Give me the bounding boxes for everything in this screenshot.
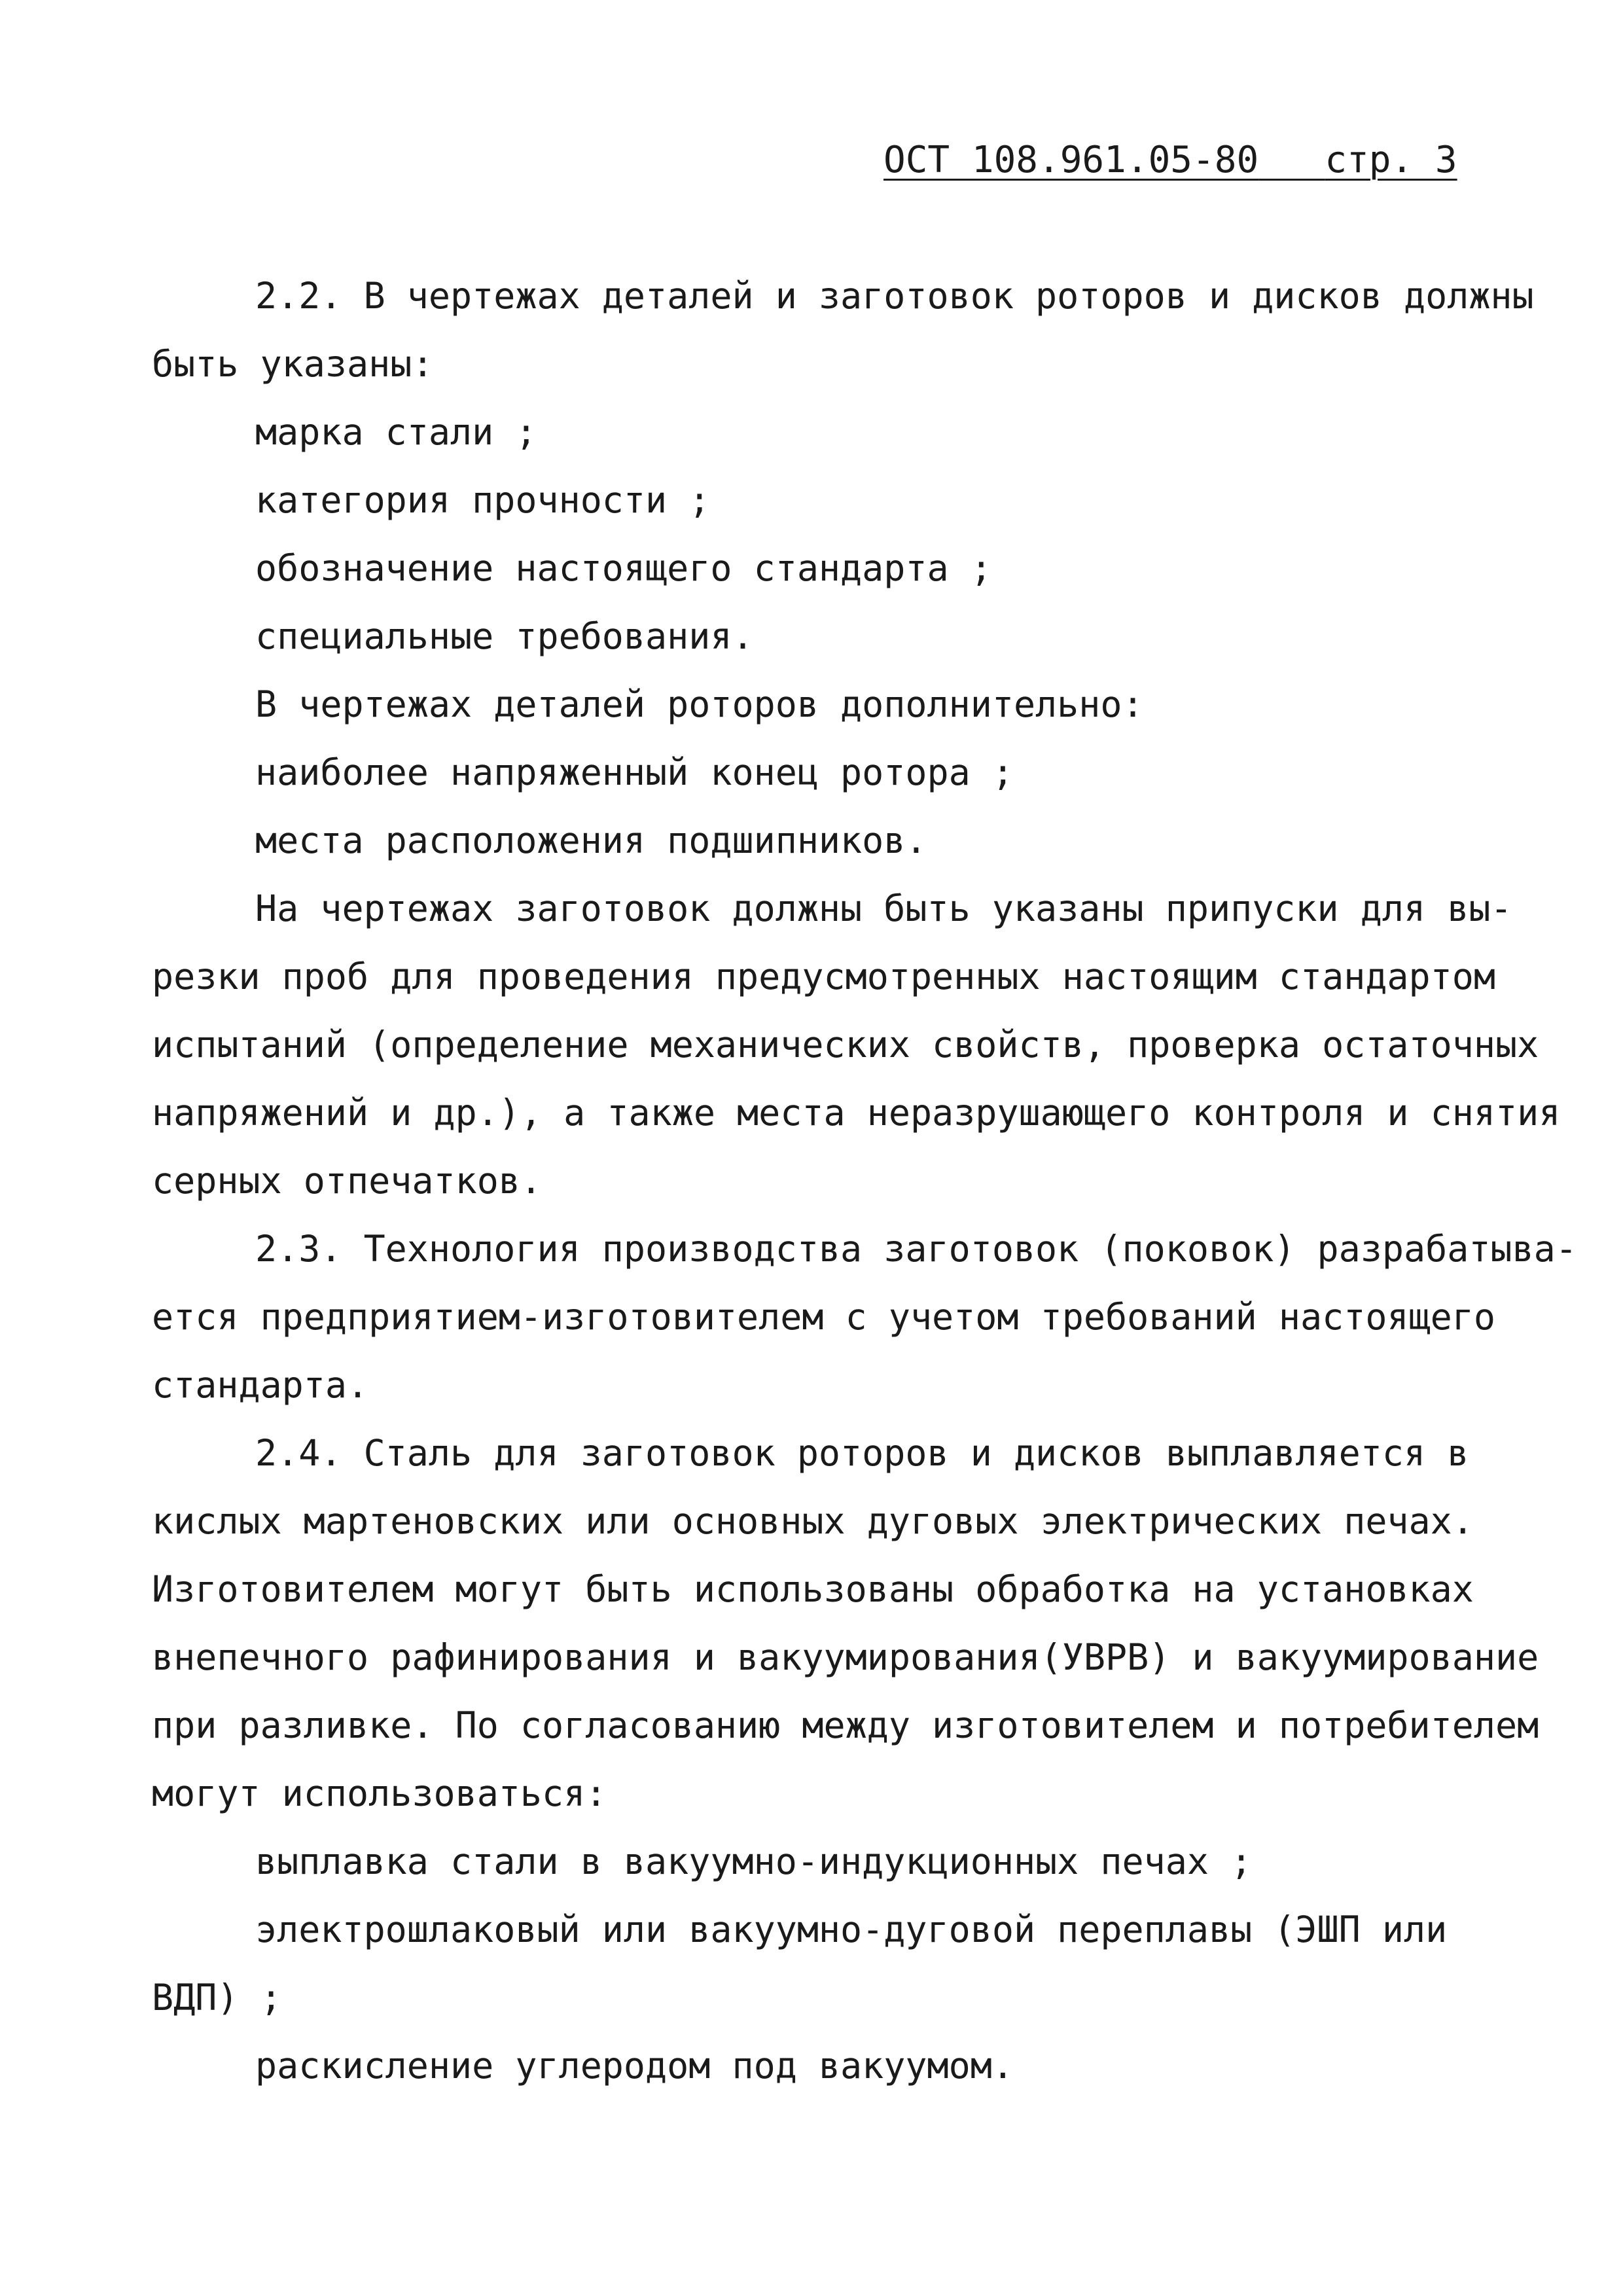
text-line: кислых мартеновских или основных дуговых электрических печах. (152, 1500, 1474, 1542)
text-line: специальные требования. (255, 615, 754, 657)
text-line: ется предприятием-изготовителем с учетом требований настоящего (152, 1296, 1495, 1338)
text-line: раскисление углеродом под вакуумом. (255, 2045, 1014, 2087)
text-line: Изготовителем могут быть использованы обработка на установках (152, 1568, 1474, 1610)
text-line: наиболее напряженный конец ротора ; (255, 751, 1014, 793)
text-line: электрошлаковый или вакуумно-дуговой переплавы (ЭШП или (255, 1909, 1448, 1950)
text-line: выплавка стали в вакуумно-индукционных печах ; (255, 1840, 1253, 1882)
text-line: при разливке. По согласованию между изготовителем и потребителем (152, 1704, 1539, 1746)
text-line: ВДП) ; (152, 1977, 282, 2018)
text-line: 2.4. Сталь для заготовок роторов и дисков выплавляется в (255, 1432, 1469, 1474)
text-line: 2.2. В чертежах деталей и заготовок роторов и дисков должны (255, 275, 1534, 317)
text-line: На чертежах заготовок должны быть указаны припуски для вы- (255, 888, 1512, 929)
text-line: обозначение настоящего стандарта ; (255, 547, 992, 589)
text-line: могут использоваться: (152, 1772, 607, 1814)
text-line: категория прочности ; (255, 479, 711, 521)
text-line: В чертежах деталей роторов дополнительно: (255, 683, 1144, 725)
text-line: марка стали ; (255, 411, 537, 453)
text-line: напряжений и др.), а также места неразрушающего контроля и снятия (152, 1092, 1561, 1134)
body-text (152, 262, 1577, 2100)
page-number: стр. 3 (1325, 139, 1457, 181)
text-line: резки проб для проведения предусмотренных настоящим стандартом (152, 956, 1495, 997)
standard-designation: ОСТ 108.961.05-80 (883, 139, 1259, 181)
text-line: внепечного рафинирования и вакуумирования(УВРВ) и вакуумирование (152, 1636, 1539, 1678)
text-line: 2.3. Технология производства заготовок (поковок) разрабатыва- (255, 1228, 1577, 1270)
text-line: стандарта. (152, 1364, 369, 1406)
text-line: быть указаны: (152, 343, 434, 385)
text-line: места расположения подшипников. (255, 819, 927, 861)
page-header (883, 137, 1457, 183)
text-line: серных отпечатков. (152, 1160, 543, 1202)
text-line: испытаний (определение механических свойств, проверка остаточных (152, 1024, 1539, 1066)
